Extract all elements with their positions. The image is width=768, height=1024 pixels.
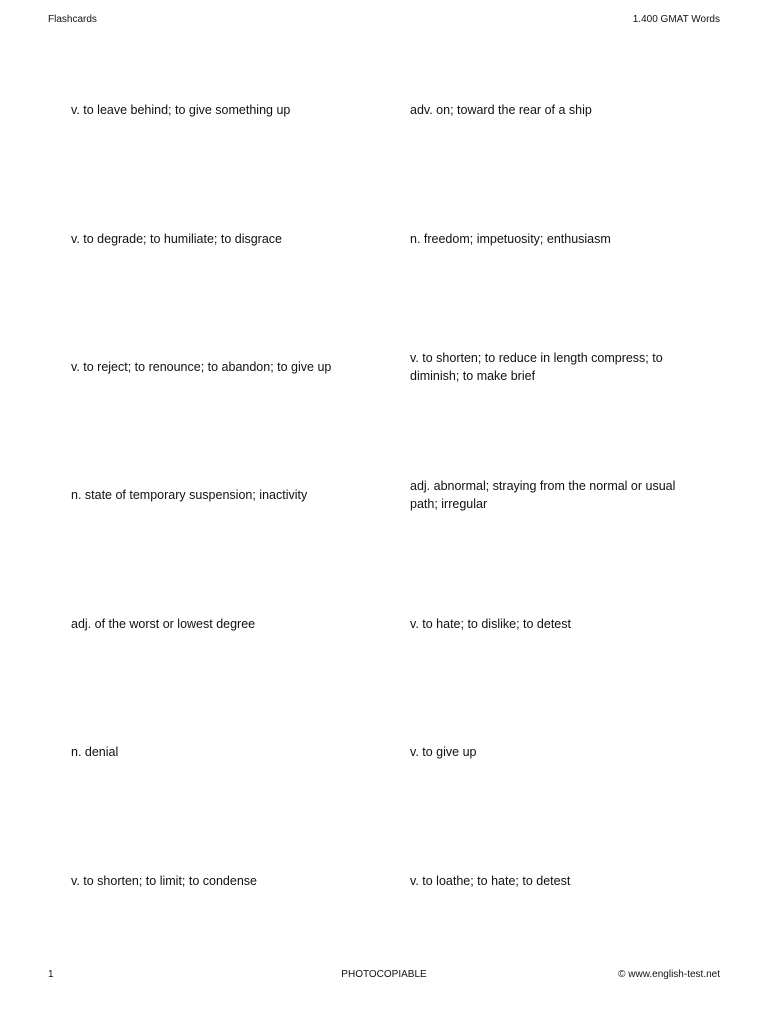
- definition-text: adj. of the worst or lowest degree: [71, 616, 256, 631]
- header-title: Flashcards: [48, 14, 97, 25]
- flashcard: [71, 174, 410, 302]
- definition-text: v. to degrade; to humiliate; to disgrace: [71, 231, 282, 246]
- flashcard: [71, 816, 410, 944]
- flashcard: [71, 688, 410, 816]
- definition-text: v. to shorten; to reduce in length compress; to diminish; to make brief: [410, 350, 663, 383]
- photocopiable-notice: PHOTOCOPIABLE: [341, 969, 427, 980]
- flashcard: [410, 303, 749, 431]
- flashcard: [71, 46, 410, 174]
- definition-text: v. to reject; to renounce; to abandon; to give up: [71, 359, 332, 374]
- flashcard: [71, 431, 410, 559]
- definition-text: v. to leave behind; to give something up: [71, 103, 291, 118]
- definition-text: n. state of temporary suspension; inactivity: [71, 488, 308, 503]
- flashcard: [410, 46, 749, 174]
- flashcard: [410, 816, 749, 944]
- flashcard: [71, 560, 410, 688]
- definition-text: v. to hate; to dislike; to detest: [410, 616, 571, 631]
- flashcard: [71, 303, 410, 431]
- copyright-notice: © www.english-test.net: [618, 969, 720, 980]
- definition-text: v. to give up: [410, 745, 477, 760]
- definition-text: n. freedom; impetuosity; enthusiasm: [410, 231, 611, 246]
- flashcard: [410, 688, 749, 816]
- flashcard-grid: [0, 46, 768, 945]
- flashcard: [410, 431, 749, 559]
- flashcard: [410, 560, 749, 688]
- definition-text: v. to shorten; to limit; to condense: [71, 873, 257, 888]
- page-number: 1: [48, 969, 54, 980]
- definition-text: adv. on; toward the rear of a ship: [410, 103, 592, 118]
- header-subtitle: 1.400 GMAT Words: [632, 14, 720, 25]
- flashcard: [410, 174, 749, 302]
- definition-text: n. denial: [71, 745, 119, 760]
- definition-text: adj. abnormal; straying from the normal or usual path; irregular: [410, 479, 676, 512]
- definition-text: v. to loathe; to hate; to detest: [410, 873, 571, 888]
